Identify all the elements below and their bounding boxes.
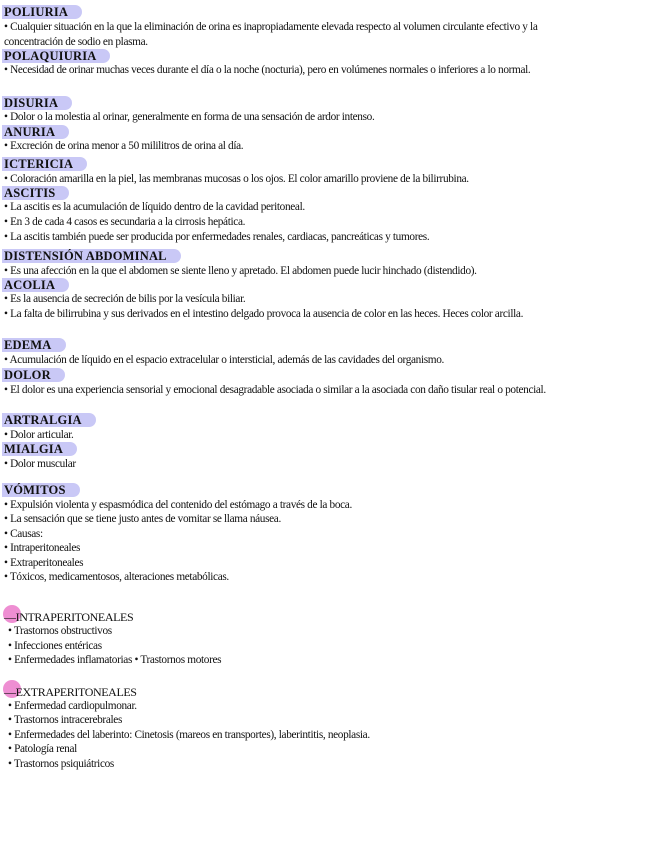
group-item: • Infecciones entéricas xyxy=(8,640,102,652)
definition-line: • Necesidad de orinar muchas veces durante el día o la noche (nocturia), pero en volúmenes normales o inferiores a lo normal. xyxy=(4,64,531,76)
group-item: • Trastornos obstructivos xyxy=(8,625,112,637)
group-item: • Patología renal xyxy=(8,743,77,755)
definition-line: • La falta de bilirrubina y sus derivados en el intestino delgado provoca la ausencia de color en las heces. Heces color arcilla. xyxy=(4,308,524,320)
term-poliuria: POLIURIA xyxy=(2,5,82,19)
definition-line: • Extraperitoneales xyxy=(4,557,84,569)
definition-line: • Acumulación de líquido en el espacio extracelular o intersticial, además de las cavidades del organismo. xyxy=(4,354,445,366)
term-acolia: ACOLIA xyxy=(2,278,69,292)
term-polaquiuria: POLAQUIURIA xyxy=(2,49,110,63)
group-item: • Trastornos psiquiátricos xyxy=(8,758,114,770)
definition-line: • En 3 de cada 4 casos es secundaria a la cirrosis hepática. xyxy=(4,216,246,228)
group-item: • Trastornos intracerebrales xyxy=(8,714,122,726)
definition-line: • Dolor articular. xyxy=(4,429,74,441)
group-item: • Enfermedades inflamatorias • Trastornos motores xyxy=(8,654,222,666)
term-ascitis: ASCITIS xyxy=(2,186,69,200)
term-vomitos: VÓMITOS xyxy=(2,483,80,497)
definition-line: • Es la ausencia de secreción de bilis por la vesícula biliar. xyxy=(4,293,246,305)
definition-line: • Causas: xyxy=(4,528,43,540)
term-distension-abdominal: DISTENSIÓN ABDOMINAL xyxy=(2,249,181,263)
group-title-intraperitoneales: —INTRAPERITONEALES xyxy=(4,610,134,624)
definition-line: • Dolor o la molestia al orinar, generalmente en forma de una sensación de ardor intenso. xyxy=(4,111,375,123)
term-dolor: DOLOR xyxy=(2,368,65,382)
definition-line: • El dolor es una experiencia sensorial y emocional desagradable asociada o similar a la asociada con daño tisular real o potencial. xyxy=(4,384,546,396)
definition-line: • Tóxicos, medicamentosos, alteraciones metabólicas. xyxy=(4,571,229,583)
definition-line: • Cualquier situación en la que la eliminación de orina es inapropiadamente elevada respecto al volumen circulante efectivo y la concentración de sodio en plasma. xyxy=(4,21,538,48)
term-disuria: DISURIA xyxy=(2,96,72,110)
term-anuria: ANURIA xyxy=(2,125,69,139)
definition-line: • Expulsión violenta y espasmódica del contenido del estómago a través de la boca. xyxy=(4,499,352,511)
group-item: • Enfermedades del laberinto: Cinetosis (mareos en transportes), laberintitis, neoplasia. xyxy=(8,729,370,741)
term-ictericia: ICTERICIA xyxy=(2,157,87,171)
definition-line: • Es una afección en la que el abdomen se siente lleno y apretado. El abdomen puede lucir hinchado (distendido). xyxy=(4,265,477,277)
definition-line: • La ascitis también puede ser producida por enfermedades renales, cardiacas, pancreáticas y tumores. xyxy=(4,231,430,243)
definition-line: • Dolor muscular xyxy=(4,458,76,470)
group-item: • Enfermedad cardiopulmonar. xyxy=(8,700,137,712)
definition-line: • Excreción de orina menor a 50 mililitros de orina al día. xyxy=(4,140,244,152)
group-title-extraperitoneales: —EXTRAPERITONEALES xyxy=(4,685,137,699)
term-edema: EDEMA xyxy=(2,338,66,352)
definition-line: • La sensación que se tiene justo antes de vomitar se llama náusea. xyxy=(4,513,281,525)
definition-line: • Coloración amarilla en la piel, las membranas mucosas o los ojos. El color amarillo proviene de la bilirrubina. xyxy=(4,173,469,185)
term-artralgia: ARTRALGIA xyxy=(2,413,96,427)
definition-line: • Intraperitoneales xyxy=(4,542,81,554)
term-mialgia: MIALGIA xyxy=(2,442,77,456)
definition-line: • La ascitis es la acumulación de líquido dentro de la cavidad peritoneal. xyxy=(4,201,305,213)
